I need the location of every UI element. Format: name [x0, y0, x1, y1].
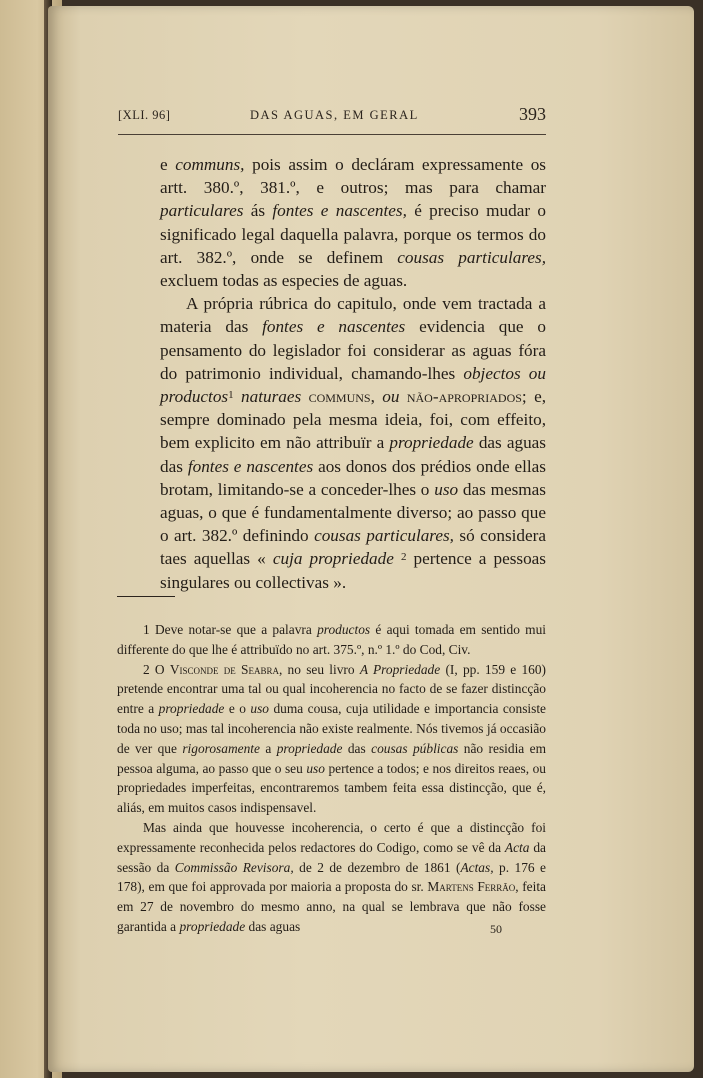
paragraph-1: e communs, pois assim o decláram expressamente os artt. 380.º, 381.º, e outros; mas para chamar particulares ás fontes e nascentes, é preciso mudar o significado legal daquella palavra, porque os termos do art. 382.º, onde se definem cousas particulares, excluem todas as especies de aguas. [160, 155, 546, 291]
running-title: DAS AGUAS, EM GERAL [250, 108, 419, 122]
footnote-rule [117, 596, 175, 597]
footnotes [117, 620, 546, 937]
section-reference: [XLI. 96] [118, 108, 171, 122]
header-rule [118, 134, 546, 135]
page-number: 393 [519, 104, 546, 124]
footnote-2-continued: Mas ainda que houvesse incoherencia, o certo é que a distincção foi expressamente reconhecida pelos redactores do Codigo, como se vê da Acta da sessão da Commissão Revisora, de 2 de dezembro de 1861 (Actas, p. 176 e 178), em que foi approvada por maioria a proposta do sr. Martens Ferrão, feita em 27 de novembro do mesmo anno, na qual se lembrava que não fosse garantida a propriedade das aguas [117, 819, 547, 934]
paragraph-2: A própria rúbrica do capitulo, onde vem tractada a materia das fontes e nascentes evidencia que o pensamento do legislador foi considerar as aguas fóra do patrimonio individual, chamando-lhes objectos ou productos$^1$ naturaes communs, ou não-apropriados; e, sempre dominado pela mesma ideia, foi, com effeito, bem explicito em não attribuïr a propriedade das aguas das fontes e nascentes aos donos dos prédios onde ellas brotam, limitando-se a conceder-lhes o uso das mesmas aguas, o que é fundamentalmente diverso; ao passo que o art. 382.º definindo cousas particulares, só considera taes aquellas « cuja propriedade $^2$ pertence a pessoas singulares ou collectivas ». [160, 294, 547, 592]
signature-mark: 50 [490, 922, 502, 936]
footnote-2: 2 O Visconde de Seabra, no seu livro A Propriedade (I, pp. 159 e 160) pretende encontrar uma tal ou qual incoherencia no facto de se fazer distincção entre a propriedade e o uso duma cousa, cuja utilidade e importancia consiste toda no uso; mas tal incoherencia não existe realmente. Nós tivemos já occasião de ver que rigorosamente a propriedade das cousas públicas não residia em pessoa alguma, ao passo que o seu uso pertence a todos; e nos direitos reaes, ou propriedades imperfeitas, encontraremos tambem feita essa distincção, que é, aliás, em muitos casos indispensavel. [117, 661, 547, 816]
running-header [118, 104, 546, 130]
main-text [160, 153, 546, 594]
footnote-1: 1 Deve notar-se que a palavra productos é aqui tomada em sentido mui differente do que lhe é attribuïdo no art. 375.º, n.º 1.º do Cod, Civ. [117, 622, 546, 657]
